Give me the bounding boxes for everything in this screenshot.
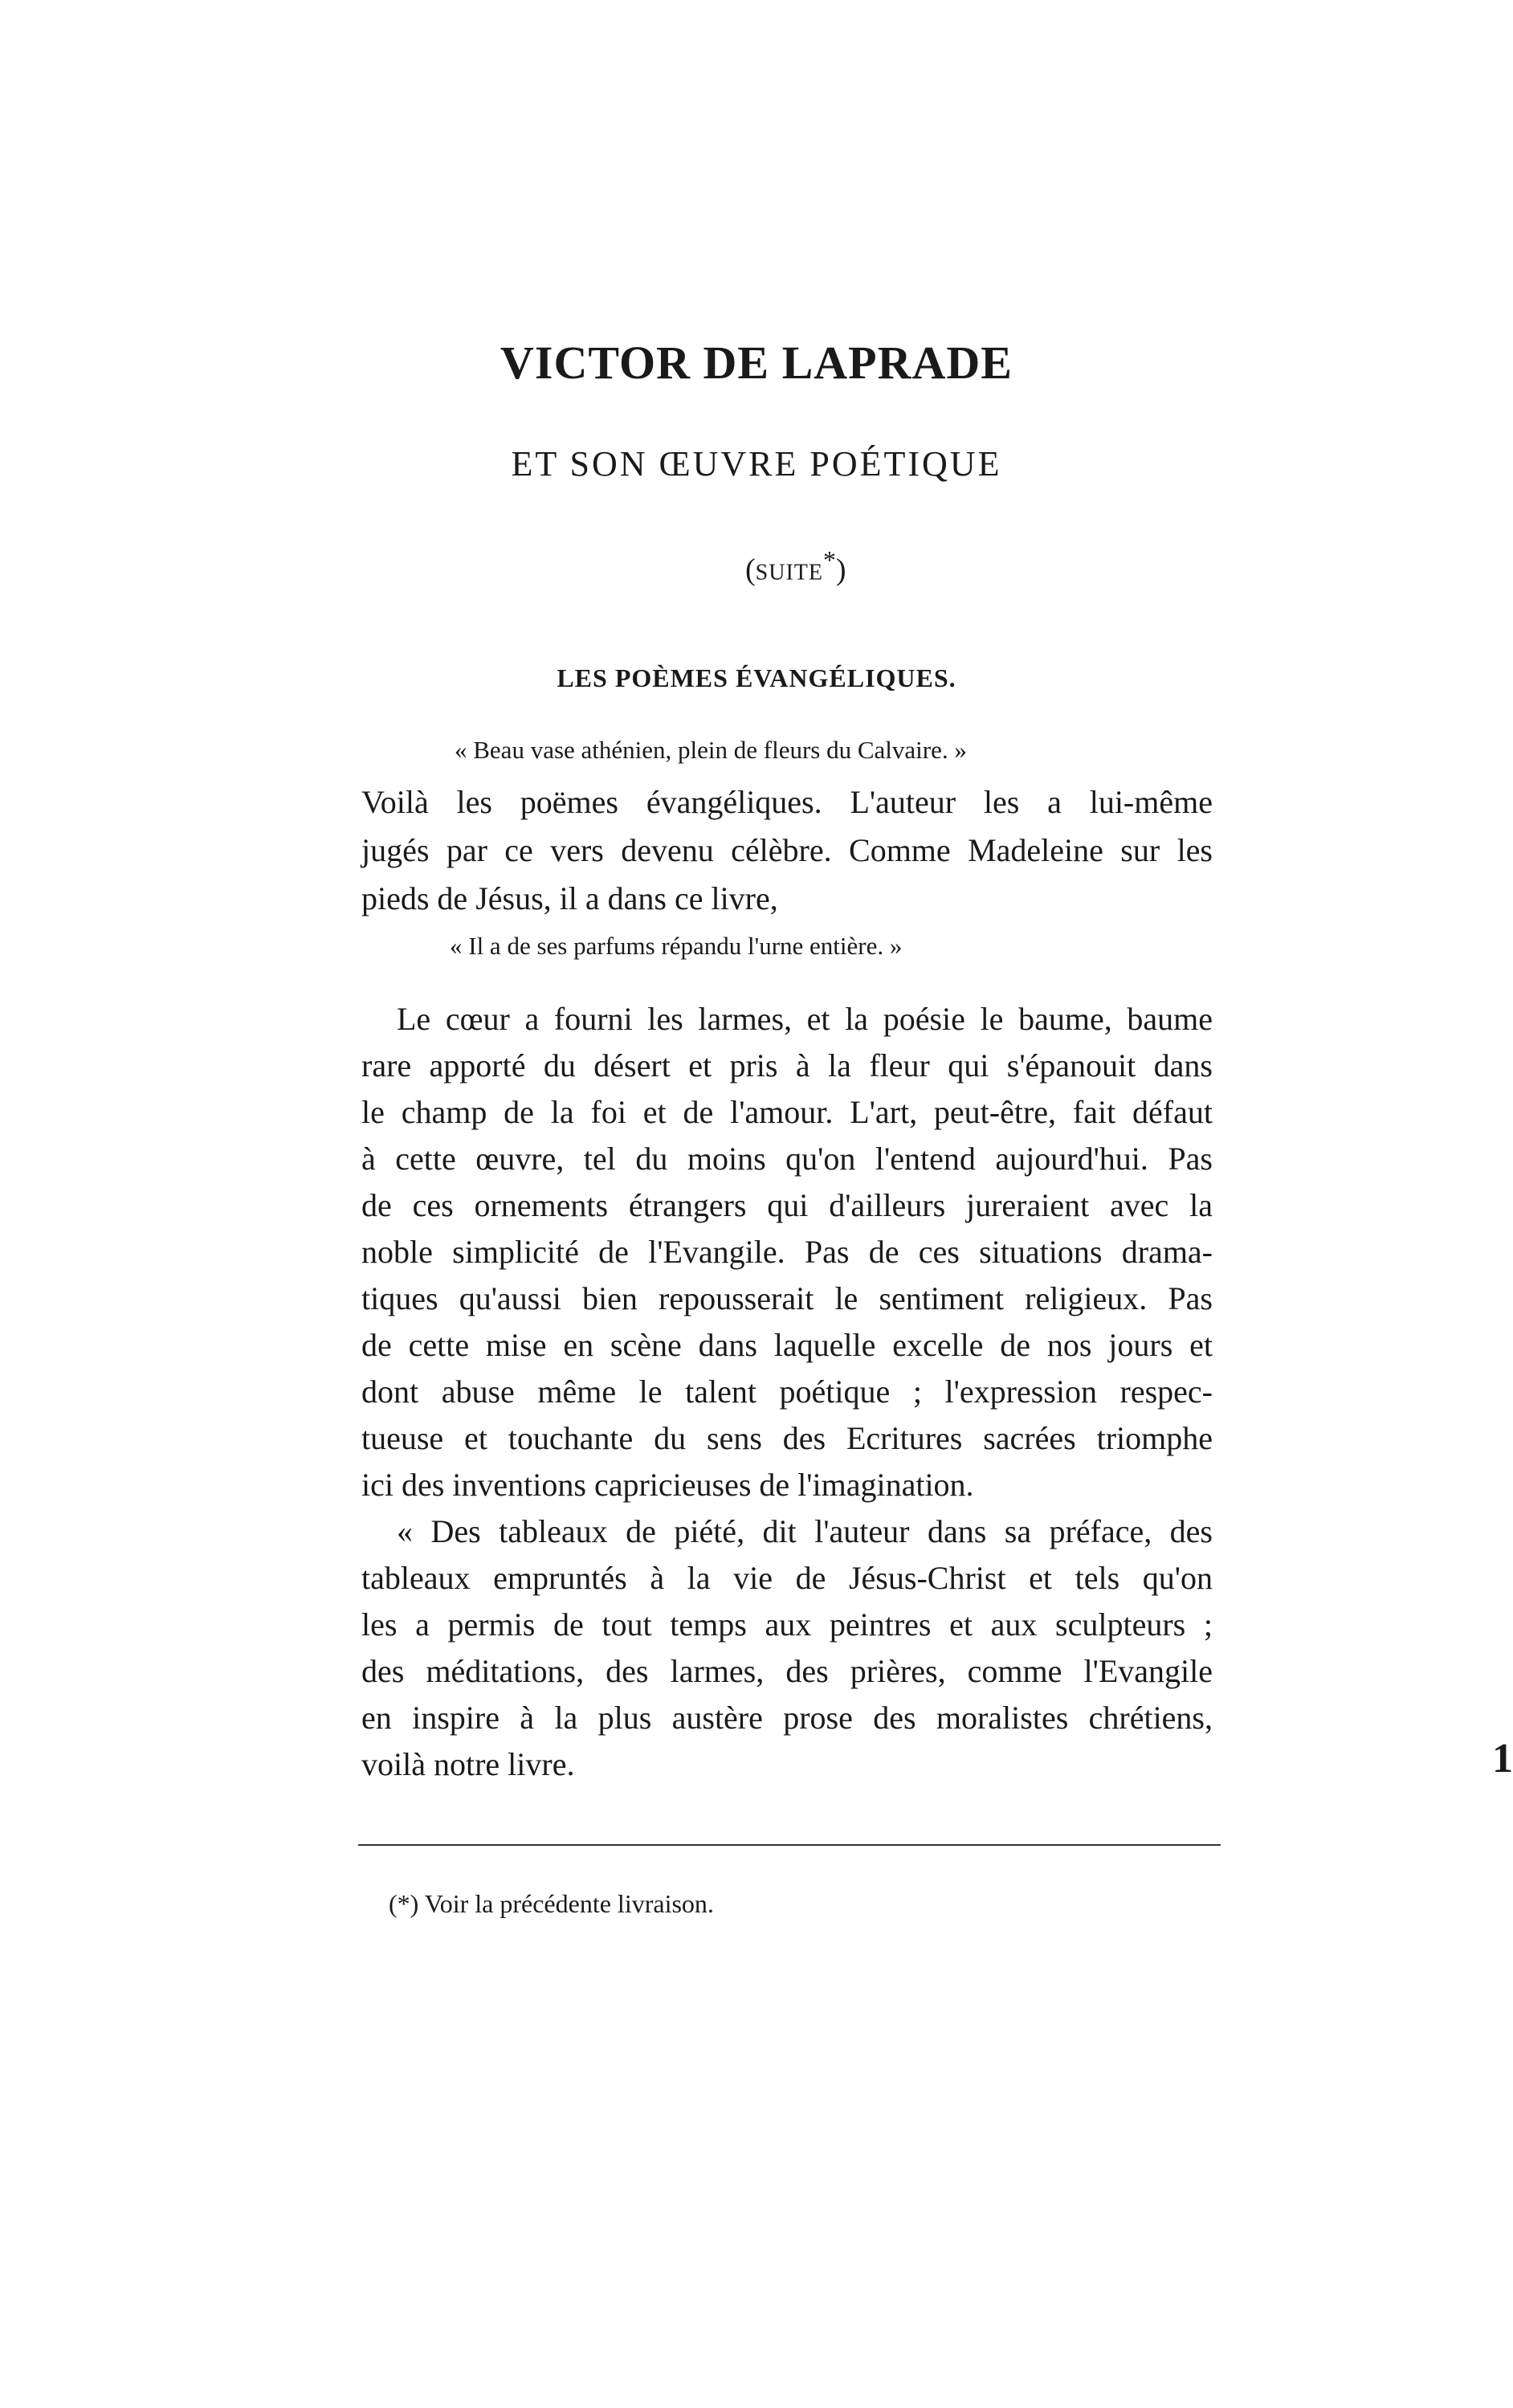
text-line: voilà notre livre. [361,1746,575,1782]
verse-quote: « Il a de ses parfums répandu l'urne entière. » [450,932,903,960]
text-line: rare apporté du désert et pris à la fleur qui s'épanouit dans [361,1047,1213,1084]
continuation-word: SUITE [755,560,823,586]
margin-mark: 1 [1492,1736,1513,1782]
footnote-divider [358,1844,1221,1846]
continuation-open-paren: ( [745,553,756,587]
epigraph-quote: « Beau vase athénien, plein de fleurs du Calvaire. » [455,736,967,764]
article-title: VICTOR DE LAPRADE [500,337,1013,389]
text-line: noble simplicité de l'Evangile. Pas de ces situations drama- [361,1234,1213,1270]
text-line: des méditations, des larmes, des prières, comme l'Evangile [361,1653,1213,1689]
text-line: tueuse et touchante du sens des Ecritures sacrées triomphe [361,1420,1213,1456]
footnote-marker: * [822,546,836,574]
continuation-close-paren: ) [835,553,846,587]
text-line: pieds de Jésus, il a dans ce livre, [361,880,778,916]
text-line: de ces ornements étrangers qui d'ailleurs jureraient avec la [361,1187,1213,1223]
text-line: en inspire à la plus austère prose des moralistes chrétiens, [361,1700,1213,1736]
text-line: tiques qu'aussi bien repousserait le sentiment religieux. Pas [361,1280,1213,1316]
footnote: (*) Voir la précédente livraison. [389,1889,714,1918]
text-line: à cette œuvre, tel du moins qu'on l'entend aujourd'hui. Pas [361,1141,1213,1177]
article-subtitle: ET SON ŒUVRE POÉTIQUE [511,444,1002,484]
section-heading: LES POÈMES ÉVANGÉLIQUES. [557,663,956,692]
text-line: Voilà les poëmes évangéliques. L'auteur les a lui-même [361,784,1213,820]
text-line: Le cœur a fourni les larmes, et la poésie le baume, baume [397,1001,1213,1037]
text-line: dont abuse même le talent poétique ; l'expression respec- [361,1373,1213,1410]
text-line: ici des inventions capricieuses de l'imagination. [361,1467,974,1503]
text-line: le champ de la foi et de l'amour. L'art, peut-être, fait défaut [361,1094,1213,1130]
text-line: de cette mise en scène dans laquelle excelle de nos jours et [361,1327,1213,1363]
text-line: les a permis de tout temps aux peintres et aux sculpteurs ; [361,1606,1213,1643]
text-line: jugés par ce vers devenu célèbre. Comme Madeleine sur les [361,832,1213,868]
continuation-note [745,546,846,588]
text-line: « Des tableaux de piété, dit l'auteur dans sa préface, des [397,1513,1213,1549]
text-line: tableaux empruntés à la vie de Jésus-Christ et tels qu'on [361,1560,1213,1596]
